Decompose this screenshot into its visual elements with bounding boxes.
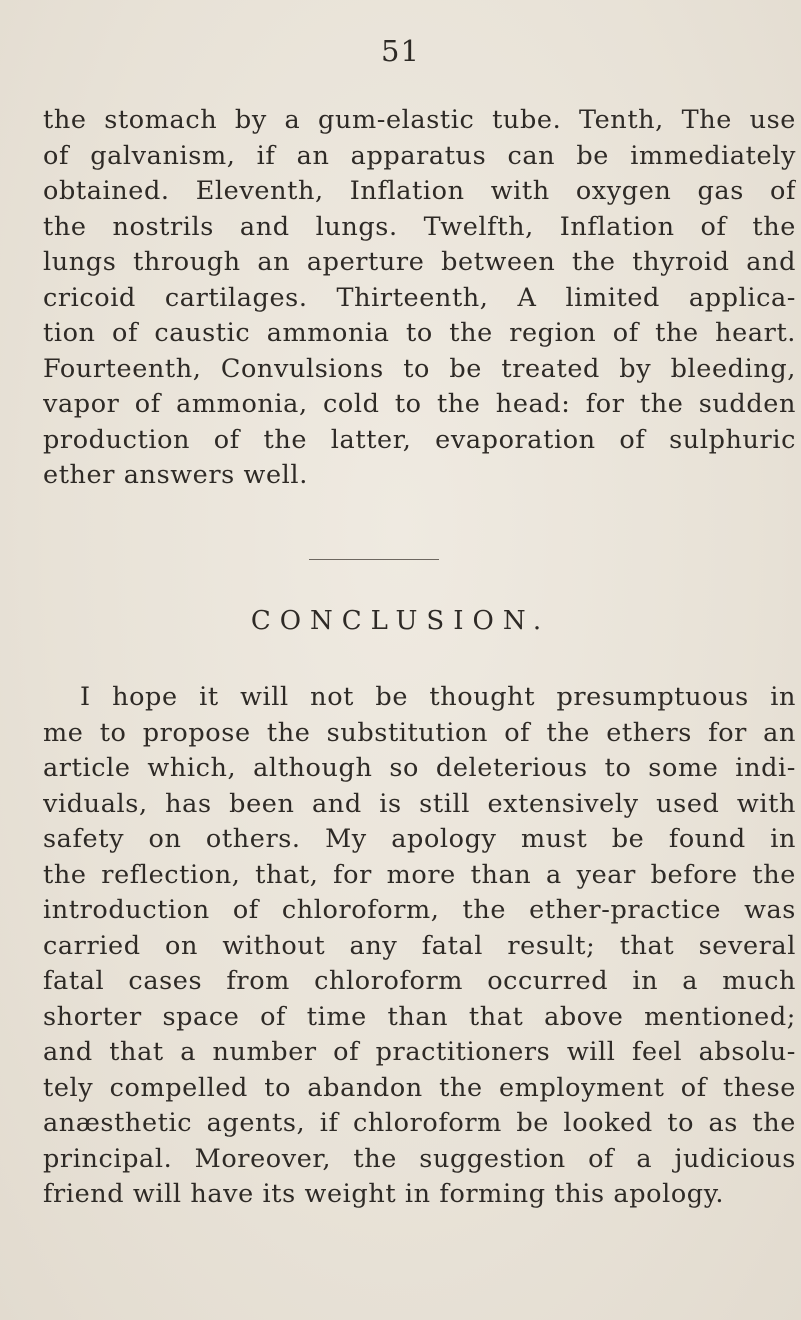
paragraph-recovery-measures [43, 103, 796, 494]
text-line: fatal cases from chloroform occurred in a much [43, 966, 796, 996]
text-line: of galvanism, if an apparatus can be immediately [43, 140, 796, 171]
paragraph-conclusion [43, 680, 796, 1213]
text-line: article which, although so deleterious to some indi- [43, 753, 796, 783]
text-line: me to propose the substitution of the ethers for an [43, 717, 796, 748]
text-line: production of the latter, evaporation of sulphuric [43, 424, 796, 455]
page-number: 51 [381, 34, 420, 68]
text-line: tion of caustic ammonia to the region of the heart. [43, 318, 796, 348]
text-line: carried on without any fatal result; that several [43, 930, 796, 961]
text-line: viduals, has been and is still extensively used with [43, 788, 796, 819]
text-line: safety on others. My apology must be found in [43, 824, 796, 854]
text-line: the nostrils and lungs. Twelfth, Inflation of the [43, 211, 796, 242]
text-line: lungs through an aperture between the thyroid and [43, 247, 796, 277]
text-line: the reflection, that, for more than a year before the [43, 859, 796, 890]
text-line: and that a number of practitioners will feel absolu- [43, 1037, 796, 1067]
section-divider-rule [309, 559, 439, 560]
text-line: cricoid cartilages. Thirteenth, A limited applica- [43, 282, 796, 313]
text-line: the stomach by a gum-elastic tube. Tenth, The use [43, 105, 796, 135]
text-line: anæsthetic agents, if chloroform be looked to as the [43, 1108, 796, 1138]
text-line: obtained. Eleventh, Inflation with oxygen gas of [43, 176, 796, 206]
text-line: shorter space of time than that above mentioned; [43, 1001, 796, 1032]
text-line: friend will have its weight in forming this apology. [43, 1179, 725, 1209]
text-line: vapor of ammonia, cold to the head: for the sudden [43, 389, 796, 419]
text-line: I hope it will not be thought presumptuous in [80, 682, 796, 712]
text-line: tely compelled to abandon the employment of these [43, 1072, 796, 1103]
text-line: introduction of chloroform, the ether-practice was [43, 895, 796, 925]
text-line: ether answers well. [43, 460, 308, 490]
text-line: principal. Moreover, the suggestion of a judicious [43, 1143, 796, 1174]
text-line: Fourteenth, Convulsions to be treated by bleeding, [43, 353, 796, 384]
section-heading: CONCLUSION. [250, 606, 551, 636]
